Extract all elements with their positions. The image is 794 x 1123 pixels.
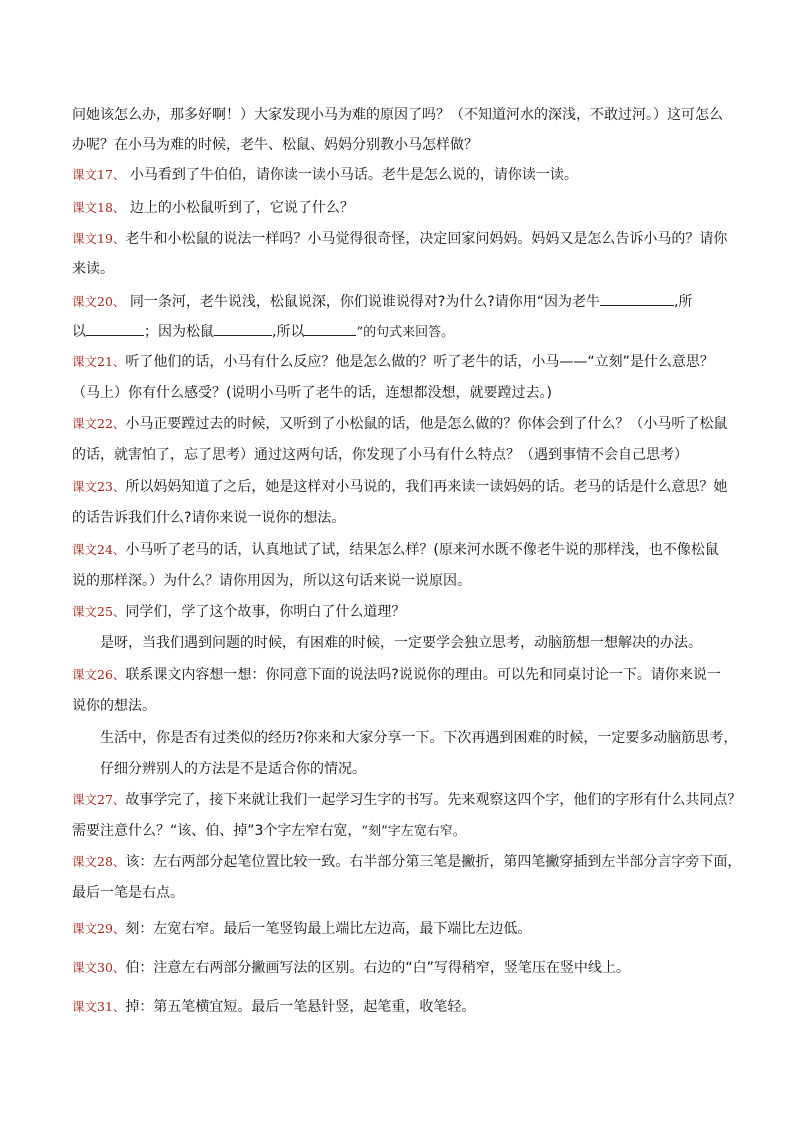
fill-blank	[304, 322, 356, 336]
lesson-tag: 课文25、	[72, 604, 126, 619]
text-line: 课文17、 小马看到了牛伯伯，请你读一读小马话。老牛是怎么说的，请你读一读。	[72, 167, 578, 183]
text-line: 课文18、 边上的小松鼠听到了，它说了什么？	[72, 200, 354, 216]
text-line: 课文22、小马正要蹚过去的时候，又听到了小松鼠的话，他是怎么做的？你体会到了什么？（小马听了松鼠	[72, 416, 728, 432]
text-line: 课文26、联系课文内容想一想：你同意下面的说法吗?说说你的理由。可以先和同桌讨论一下。请你来说一	[72, 667, 721, 683]
lesson-tag: 课文29、	[72, 921, 126, 936]
lesson-tag: 课文19、	[72, 231, 126, 246]
text-line: 课文20、 同一条河，老牛说浅，松鼠说深，你们说谁说得对?为什么?请你用“因为老牛 ,所	[72, 294, 693, 310]
text-line: （马上）你有什么感受？(说明小马听了老牛的话，连想都没想，就要蹚过去。)	[72, 385, 552, 401]
text-line: 课文31、掉：第五笔横宜短。最后一笔悬针竖，起笔重，收笔轻。	[72, 999, 476, 1015]
lesson-tag: 课文31、	[72, 999, 126, 1014]
text-line: 问她该怎么办，那多好啊！）大家发现小马为难的原因了吗？（不知道河水的深浅，不敢过河。）这可怎么	[72, 107, 723, 123]
text-line: 的话告诉我们什么?请你来说一说你的想法。	[72, 510, 346, 526]
text-line: 的话，就害怕了，忘了思考）通过这两句话，你发现了小马有什么特点？（遇到事情不会自己思考）	[72, 447, 688, 463]
text-line: 课文27、故事学完了，接下来就让我们一起学习生字的书写。先来观察这四个字，他们的字形有什么共同点？	[72, 792, 742, 808]
text-line: 课文28、该：左右两部分起笔位置比较一致。右半部分第三笔是撇折，第四笔撇穿插到左半部分言字旁下面，	[72, 854, 742, 870]
lesson-tag: 课文26、	[72, 667, 126, 682]
lesson-tag: 课文23、	[72, 479, 126, 494]
text-line: 需要注意什么？“该、伯、掉”3个字左窄右宽，“刻”字左宽右窄。	[72, 823, 466, 839]
text-line: 课文21、听了他们的话，小马有什么反应？他是怎么做的？听了老牛的话，小马——“立刻”是什么意思？	[72, 354, 714, 370]
text-line: 办呢？在小马为难的时候，老牛、松鼠、妈妈分别教小马怎样做？	[72, 137, 478, 153]
fill-blank	[214, 322, 272, 336]
fill-blank	[86, 322, 144, 336]
text-line: 是呀，当我们遇到问题的时候，有困难的时候，一定要学会独立思考，动脑筋想一想解决的办法。	[100, 635, 702, 651]
text-line: 课文25、同学们，学了这个故事，你明白了什么道理？	[72, 604, 406, 620]
lesson-tag: 课文28、	[72, 854, 126, 869]
lesson-tag: 课文24、	[72, 542, 126, 557]
text-line: 说的那样深。）为什么？请你用因为，所以这句话来说一说原因。	[72, 573, 471, 589]
text-line: 最后一笔是右点。	[72, 885, 184, 901]
text-line: 课文24、小马听了老马的话，认真地试了试，结果怎么样？(原来河水既不像老牛说的那样浅，也不像松鼠	[72, 542, 719, 558]
lesson-tag: 课文22、	[72, 416, 126, 431]
lesson-tag: 课文30、	[72, 960, 126, 975]
lesson-tag: 课文27、	[72, 792, 126, 807]
lesson-tag: 课文21、	[72, 354, 126, 369]
text-line: 以 ；因为松鼠 ,所以 ”的句式来回答。	[72, 324, 455, 340]
lesson-tag: 课文17、	[72, 167, 126, 182]
text-line: 课文29、刻：左宽右窄。最后一笔竖钩最上端比左边高，最下端比左边低。	[72, 921, 532, 937]
lesson-tag: 课文18、	[72, 200, 126, 215]
text-line: 课文19、老牛和小松鼠的说法一样吗？小马觉得很奇怪，决定回家问妈妈。妈妈又是怎么告诉小马的？请你	[72, 231, 728, 247]
text-line: 生活中，你是否有过类似的经历?你来和大家分享一下。下次再遇到困难的时候，一定要多动脑筋思考，	[100, 730, 738, 746]
fill-blank	[600, 292, 674, 306]
text-line: 说你的想法。	[72, 698, 156, 714]
text-line: 来读。	[72, 261, 114, 277]
text-line: 课文23、所以妈妈知道了之后，她是这样对小马说的，我们再来读一读妈妈的话。老马的话是什么意思？她	[72, 479, 728, 495]
lesson-tag: 课文20、	[72, 294, 126, 309]
text-line: 仔细分辨别人的方法是不是适合你的情况。	[100, 761, 366, 777]
text-line: 课文30、伯：注意左右两部分撇画写法的区别。右边的“白”写得稍窄，竖笔压在竖中线上。	[72, 960, 630, 976]
